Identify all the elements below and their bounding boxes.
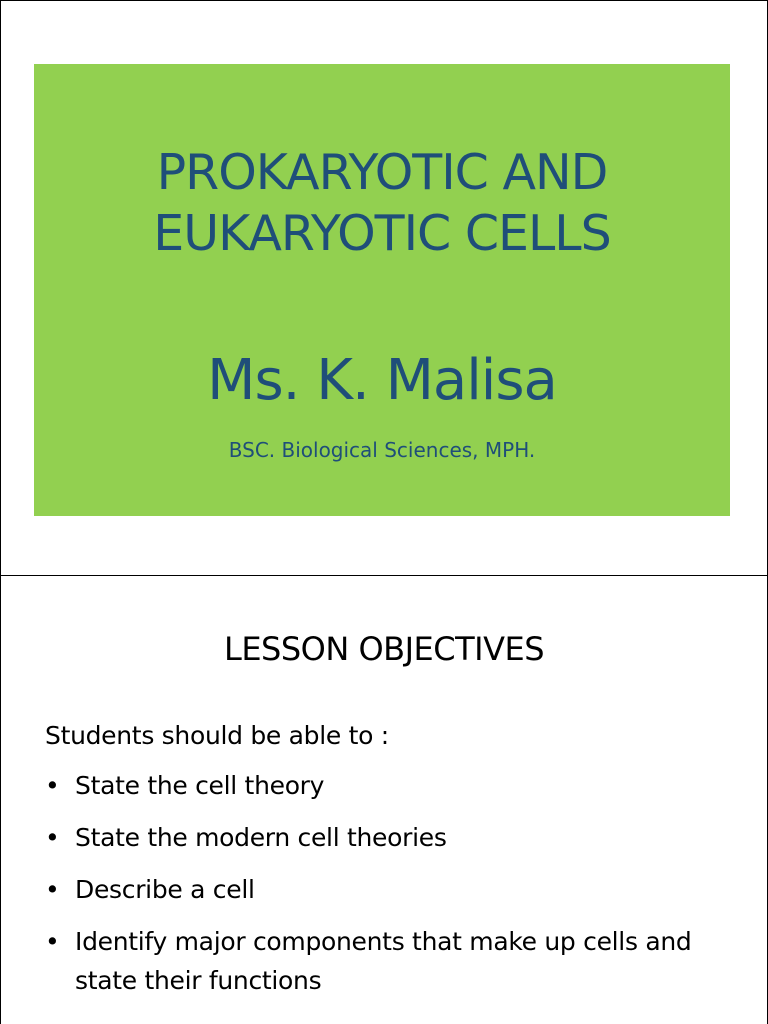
bullet-icon: •	[45, 875, 60, 904]
objective-item	[45, 818, 745, 857]
objective-text: Describe a cell	[75, 875, 255, 904]
objective-text: State the cell theory	[75, 771, 325, 800]
title-line-1: PROKARYOTIC AND	[156, 144, 608, 201]
title-line-2: EUKARYOTIC CELLS	[153, 205, 611, 262]
bullet-icon: •	[45, 823, 60, 852]
objectives-heading: LESSON OBJECTIVES	[223, 630, 544, 668]
slide-title-text	[34, 142, 730, 264]
title-panel	[34, 64, 730, 516]
objective-item	[45, 870, 745, 909]
presenter-name: Ms. K. Malisa	[207, 348, 557, 413]
presenter-credentials: BSC. Biological Sciences, MPH.	[228, 438, 536, 462]
objectives-list	[45, 766, 745, 1013]
objective-item	[45, 766, 745, 805]
objectives-intro: Students should be able to :	[45, 721, 389, 750]
objective-text: State the modern cell theories	[75, 823, 447, 852]
bullet-icon: •	[45, 927, 60, 956]
objective-text: Identify major components that make up cells and state their functions	[75, 927, 692, 995]
objective-item	[45, 922, 745, 1000]
bullet-icon: •	[45, 771, 60, 800]
